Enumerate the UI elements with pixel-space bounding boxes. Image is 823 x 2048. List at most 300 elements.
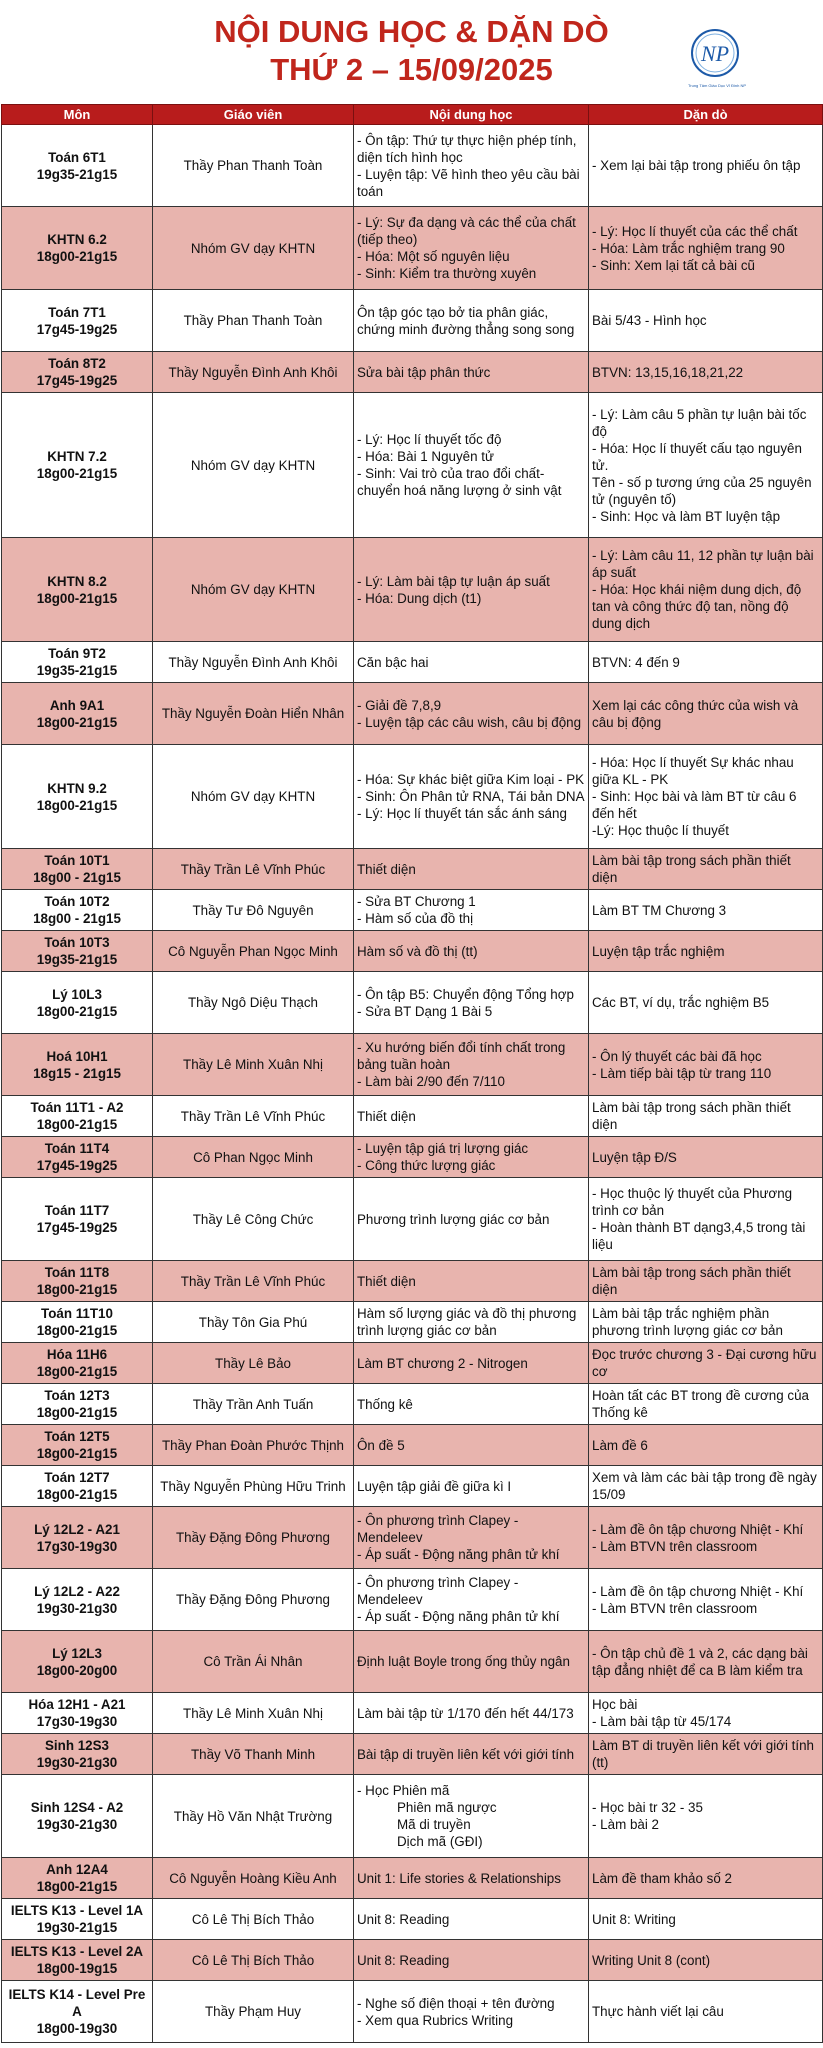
homework-cell — [589, 683, 823, 745]
subject-cell — [2, 1302, 153, 1343]
teacher-cell — [153, 1466, 354, 1507]
subject-cell-line: 18g00-21g15 — [36, 1405, 118, 1420]
content-cell-line: Unit 1: Life stories & Relationships — [357, 1870, 561, 1886]
homework-cell — [589, 1302, 823, 1343]
content-cell — [354, 1858, 589, 1899]
subject-cell-line: Toán 8T2 — [48, 356, 106, 371]
subject-cell-line: KHTN 8.2 — [47, 573, 107, 589]
homework-cell-line: Thực hành viết lại câu — [592, 2004, 724, 2019]
homework-cell-line: - Lý: Học lí thuyết của các thể chất — [592, 223, 798, 239]
subject-cell — [2, 931, 153, 972]
content-cell-line: - Luyện tập: Vẽ hình theo yêu cầu bài toán — [357, 166, 580, 199]
homework-cell-line: - Sinh: Học và làm BT luyện tập — [592, 508, 781, 524]
content-cell — [354, 1981, 589, 2043]
teacher-cell-line: Thầy Ngô Diệu Thạch — [187, 995, 318, 1010]
table-row — [2, 1261, 823, 1302]
col-header-teacher: Giáo viên — [153, 105, 354, 125]
table-row — [2, 290, 823, 352]
content-cell — [354, 1343, 589, 1384]
content-cell — [354, 1302, 589, 1343]
subject-cell-line: Toán 7T1 — [48, 304, 106, 320]
homework-cell — [589, 1775, 823, 1858]
table-row — [2, 1507, 823, 1569]
subject-cell-line: Toán 9T2 — [48, 646, 106, 661]
homework-cell-line: Làm bài tập trong sách phần thiết diện — [592, 853, 791, 885]
homework-cell-line: Luyện tập trắc nghiệm — [592, 943, 725, 959]
teacher-cell-line: Thầy Hồ Văn Nhật Trường — [173, 1808, 333, 1824]
content-cell-line: Thống kê — [357, 1396, 413, 1412]
table-row — [2, 1137, 823, 1178]
teacher-cell — [153, 207, 354, 290]
subject-cell — [2, 290, 153, 352]
content-cell-line: Luyện tập giải đề giữa kì I — [357, 1478, 512, 1494]
table-row — [2, 1466, 823, 1507]
subject-cell — [2, 1940, 153, 1981]
homework-cell-line: - Hóa: Học lí thuyết Sự khác nhau giữa KL - PK — [592, 755, 794, 787]
teacher-cell-line: Thầy Trần Lê Vĩnh Phúc — [180, 1108, 326, 1124]
content-cell — [354, 642, 589, 683]
subject-cell-line: 18g00-19g15 — [36, 1961, 118, 1976]
homework-cell — [589, 642, 823, 683]
teacher-cell — [153, 1034, 354, 1096]
content-cell — [354, 125, 589, 207]
homework-cell-line: BTVN: 4 đến 9 — [592, 654, 680, 670]
homework-cell-line: - Hóa: Học khái niệm dung dịch, độ tan và công thức độ tan, nồng độ dung dịch — [592, 582, 802, 631]
table-row — [2, 1343, 823, 1384]
content-cell-line: Ôn đề 5 — [357, 1437, 405, 1453]
teacher-cell-line: Thầy Lê Minh Xuân Nhị — [183, 1705, 323, 1721]
subject-cell — [2, 538, 153, 642]
subject-cell-line: 18g00-21g15 — [36, 1003, 118, 1019]
teacher-cell-line: Thầy Trần Lê Vĩnh Phúc — [180, 861, 326, 877]
content-cell-line: Bài tập di truyền liên kết với giới tính — [357, 1746, 575, 1762]
subject-cell-line: 17g45-19g25 — [36, 1220, 118, 1235]
subject-cell-line: Toán 12T5 — [44, 1429, 110, 1444]
teacher-cell — [153, 1775, 354, 1858]
subject-cell — [2, 1569, 153, 1631]
subject-cell-line: Anh 12A4 — [46, 1862, 108, 1877]
subject-cell — [2, 393, 153, 538]
teacher-cell — [153, 1858, 354, 1899]
homework-cell — [589, 931, 823, 972]
subject-cell-line: 17g45-19g25 — [36, 321, 118, 337]
homework-cell — [589, 1137, 823, 1178]
teacher-cell — [153, 125, 354, 207]
homework-cell-line: - Làm tiếp bài tập từ trang 110 — [592, 1065, 772, 1081]
homework-cell — [589, 1981, 823, 2043]
homework-cell — [589, 1384, 823, 1425]
table-row — [2, 849, 823, 890]
teacher-cell — [153, 1302, 354, 1343]
subject-cell-line: 19g30-21g30 — [36, 1600, 118, 1616]
content-cell-line: - Lý: Học lí thuyết tốc độ — [357, 432, 502, 447]
teacher-cell — [153, 352, 354, 393]
teacher-cell-line: Thầy Lê Bảo — [215, 1355, 291, 1371]
teacher-cell-line: Thầy Nguyễn Đình Anh Khôi — [168, 654, 338, 670]
page-header — [0, 0, 823, 104]
table-row — [2, 745, 823, 849]
subject-cell-line: IELTS K13 - Level 2A — [10, 1944, 144, 1959]
content-cell — [354, 1734, 589, 1775]
homework-cell-line: - Sinh: Xem lại tất cả bài cũ — [592, 257, 755, 273]
teacher-cell — [153, 1734, 354, 1775]
teacher-cell — [153, 1137, 354, 1178]
subject-cell-line: IELTS K13 - Level 1A — [10, 1903, 144, 1918]
content-cell-line: Mã di truyền — [397, 1817, 471, 1832]
subject-cell — [2, 1178, 153, 1261]
homework-cell-line: - Học bài tr 32 - 35 — [592, 1800, 703, 1815]
subject-cell-line: 17g45-19g25 — [36, 1158, 118, 1173]
col-header-content: Nội dung học — [354, 105, 589, 125]
teacher-cell-line: Thầy Tư Đô Nguyên — [192, 902, 314, 918]
content-cell — [354, 1384, 589, 1425]
subject-cell — [2, 1693, 153, 1734]
teacher-cell-line: Cô Trần Ái Nhân — [203, 1654, 303, 1669]
table-row — [2, 1302, 823, 1343]
table-header-row — [2, 105, 823, 125]
content-cell-line: Ôn tập góc tạo bở tia phân giác, chứng minh đường thẳng song song — [357, 304, 575, 337]
homework-cell-line: - Xem lại bài tập trong phiếu ôn tập — [592, 158, 801, 173]
content-cell-line: - Luyện tập giá trị lượng giác — [357, 1141, 529, 1156]
content-cell-line: - Hóa: Sự khác biệt giữa Kim loại - PK — [357, 772, 585, 787]
homework-cell-line: - Lý: Làm câu 5 phần tự luận bài tốc độ — [592, 406, 807, 439]
content-cell — [354, 849, 589, 890]
teacher-cell — [153, 1981, 354, 2043]
content-cell-line: - Luyện tập các câu wish, câu bị động — [357, 714, 582, 730]
table-row — [2, 1425, 823, 1466]
teacher-cell — [153, 1096, 354, 1137]
subject-cell — [2, 125, 153, 207]
table-row — [2, 1693, 823, 1734]
content-cell — [354, 352, 589, 393]
subject-cell-line: 17g30-19g30 — [36, 1538, 118, 1554]
teacher-cell-line: Nhóm GV dạy KHTN — [190, 582, 316, 597]
content-cell — [354, 1034, 589, 1096]
teacher-cell — [153, 849, 354, 890]
homework-cell-line: - Làm BTVN trên classroom — [592, 1538, 758, 1554]
content-cell-line: - Xem qua Rubrics Writing — [357, 2012, 514, 2028]
teacher-cell-line: Thầy Trần Anh Tuấn — [192, 1396, 314, 1412]
teacher-cell-line: Cô Lê Thị Bích Thảo — [191, 1952, 315, 1968]
logo-text: NP — [700, 41, 730, 66]
content-cell — [354, 972, 589, 1034]
homework-cell — [589, 1343, 823, 1384]
homework-cell-line: Bài 5/43 - Hình học — [592, 313, 707, 328]
table-row — [2, 393, 823, 538]
homework-cell — [589, 393, 823, 538]
table-row — [2, 931, 823, 972]
table-row — [2, 972, 823, 1034]
subject-cell-line: Toán 10T1 — [44, 853, 110, 868]
homework-cell-line: - Học thuộc lý thuyết của Phương trình cơ bản — [592, 1186, 793, 1218]
subject-cell-line: Hóa 11H6 — [46, 1347, 108, 1362]
subject-cell — [2, 1631, 153, 1693]
content-cell-line: - Lý: Sự đa dạng và các thể của chất (tiếp theo) — [357, 215, 576, 247]
homework-cell — [589, 1425, 823, 1466]
table-row — [2, 1384, 823, 1425]
content-cell-line: Làm bài tập từ 1/170 đến hết 44/173 — [357, 1705, 574, 1721]
subject-cell-line: 18g00-20g00 — [36, 1662, 118, 1678]
teacher-cell — [153, 1425, 354, 1466]
homework-cell-line: - Hóa: Học lí thuyết cấu tạo nguyên tử. — [592, 440, 802, 473]
subject-cell-line: 18g00 - 21g15 — [33, 870, 121, 885]
subject-cell — [2, 890, 153, 931]
subject-cell — [2, 642, 153, 683]
subject-cell-line: Toán 11T7 — [44, 1203, 110, 1218]
table-row — [2, 890, 823, 931]
subject-cell-line: 19g35-21g15 — [36, 663, 118, 678]
content-cell-line: - Học Phiên mã — [357, 1783, 450, 1798]
content-cell — [354, 1631, 589, 1693]
subject-cell-line: Toán 11T10 — [41, 1306, 113, 1321]
teacher-cell — [153, 1384, 354, 1425]
subject-cell — [2, 849, 153, 890]
subject-cell-line: 18g00-21g15 — [36, 797, 118, 813]
content-cell-line: Thiết diện — [357, 861, 416, 877]
subject-cell — [2, 1858, 153, 1899]
homework-cell-line: - Ôn lý thuyết các bài đã học — [592, 1048, 762, 1064]
subject-cell-line: 18g00-21g15 — [36, 590, 118, 606]
subject-cell-line: 18g00-21g15 — [36, 1364, 118, 1379]
subject-cell-line: 19g35-21g15 — [36, 952, 118, 967]
homework-cell-line: Writing Unit 8 (cont) — [592, 1952, 711, 1968]
homework-cell-line: - Làm đề ôn tập chương Nhiệt - Khí — [592, 1521, 804, 1537]
subject-cell-line: 19g30-21g30 — [36, 1817, 118, 1832]
teacher-cell-line: Cô Phan Ngọc Minh — [193, 1149, 313, 1165]
subject-cell-line: 18g15 - 21g15 — [33, 1065, 121, 1081]
subject-cell-line: Sinh 12S3 — [44, 1738, 109, 1753]
content-cell-line: - Lý: Học lí thuyết tán sắc ánh sáng — [357, 806, 567, 821]
subject-cell-line: 18g00-21g15 — [36, 1323, 118, 1338]
teacher-cell — [153, 683, 354, 745]
content-cell-line: - Ôn phương trình Clapey - Mendeleev — [357, 1575, 519, 1607]
teacher-cell — [153, 538, 354, 642]
homework-cell — [589, 972, 823, 1034]
teacher-cell — [153, 393, 354, 538]
teacher-cell — [153, 1569, 354, 1631]
homework-cell-line: Làm BT di truyền liên kết với giới tính (tt) — [592, 1738, 814, 1770]
subject-cell — [2, 1384, 153, 1425]
teacher-cell-line: Nhóm GV dạy KHTN — [190, 789, 316, 804]
homework-cell-line: - Làm bài 2 — [592, 1817, 659, 1832]
homework-cell — [589, 1261, 823, 1302]
content-cell-line: - Áp suất - Động năng phân tử khí — [357, 1547, 560, 1562]
teacher-cell — [153, 1507, 354, 1569]
teacher-cell-line: Thầy Phạm Huy — [204, 2004, 301, 2019]
content-cell-line: Căn bậc hai — [357, 654, 429, 670]
subject-cell-line: Lý 12L2 - A21 — [34, 1521, 120, 1537]
content-cell — [354, 1178, 589, 1261]
teacher-cell-line: Thầy Tôn Gia Phú — [198, 1314, 308, 1330]
subject-cell-line: Toán 11T4 — [44, 1141, 110, 1156]
content-cell — [354, 1425, 589, 1466]
content-cell — [354, 1569, 589, 1631]
homework-cell-line: Làm bài tập trắc nghiệm phần phương trình lượng giác cơ bản — [592, 1306, 783, 1338]
teacher-cell — [153, 642, 354, 683]
homework-cell — [589, 538, 823, 642]
homework-cell-line: BTVN: 13,15,16,18,21,22 — [592, 364, 744, 380]
teacher-cell — [153, 972, 354, 1034]
teacher-cell-line: Thầy Lê Công Chức — [192, 1211, 314, 1227]
teacher-cell-line: Thầy Phan Đoàn Phước Thịnh — [161, 1437, 344, 1453]
subject-cell-line: 18g00-19g30 — [36, 2021, 118, 2036]
subject-cell-line: KHTN 9.2 — [47, 780, 107, 796]
content-cell — [354, 1096, 589, 1137]
table-row — [2, 1940, 823, 1981]
subject-cell — [2, 1096, 153, 1137]
content-cell-line: - Xu hướng biến đổi tính chất trong bảng tuần hoàn — [357, 1040, 566, 1072]
homework-cell-line: Unit 8: Writing — [592, 1911, 676, 1927]
homework-cell — [589, 1569, 823, 1631]
teacher-cell-line: Thầy Nguyễn Đình Anh Khôi — [168, 364, 338, 380]
content-cell-line: Hàm số lượng giác và đồ thị phương trình lượng giác cơ bản — [357, 1306, 577, 1338]
homework-cell-line: Xem và làm các bài tập trong đề ngày 15/09 — [592, 1470, 817, 1502]
content-cell-line: - Sửa BT Chương 1 — [357, 894, 476, 909]
teacher-cell-line: Cô Lê Thị Bích Thảo — [191, 1911, 315, 1927]
subject-cell — [2, 745, 153, 849]
table-row — [2, 1569, 823, 1631]
teacher-cell — [153, 290, 354, 352]
teacher-cell-line: Thầy Đặng Đông Phương — [176, 1530, 330, 1545]
teacher-cell-line: Thầy Nguyễn Phùng Hữu Trinh — [160, 1478, 346, 1494]
content-cell-line: Phương trình lượng giác cơ bản — [357, 1211, 550, 1227]
schedule-body — [2, 125, 823, 2043]
homework-cell — [589, 1858, 823, 1899]
homework-cell — [589, 125, 823, 207]
content-cell — [354, 1899, 589, 1940]
subject-cell — [2, 1034, 153, 1096]
homework-cell-line: - Sinh: Học bài và làm BT từ câu 6 đến hết — [592, 789, 797, 821]
subject-cell-line: 18g00-21g15 — [36, 1117, 118, 1132]
subject-cell-line: 18g00-21g15 — [36, 714, 118, 730]
subject-cell-line: Toán 10T2 — [44, 894, 110, 909]
subject-cell-line: Hóa 12H1 - A21 — [28, 1697, 126, 1712]
content-cell-line: - Hóa: Bài 1 Nguyên tử — [357, 449, 494, 464]
content-cell — [354, 290, 589, 352]
homework-cell — [589, 1096, 823, 1137]
subject-cell-line: Hoá 10H1 — [46, 1048, 108, 1064]
homework-cell — [589, 1899, 823, 1940]
homework-cell — [589, 1507, 823, 1569]
teacher-cell — [153, 1693, 354, 1734]
homework-cell — [589, 290, 823, 352]
homework-cell-line: - Làm BTVN trên classroom — [592, 1600, 758, 1616]
teacher-cell-line: Cô Nguyễn Phan Ngọc Minh — [168, 943, 338, 959]
teacher-cell — [153, 1631, 354, 1693]
homework-cell — [589, 1631, 823, 1693]
table-row — [2, 1775, 823, 1858]
content-cell — [354, 393, 589, 538]
homework-cell-line: Hoàn tất các BT trong đề cương của Thống kê — [592, 1388, 809, 1420]
subject-cell — [2, 1734, 153, 1775]
homework-cell-line: Làm BT TM Chương 3 — [592, 902, 727, 918]
homework-cell — [589, 1034, 823, 1096]
teacher-cell-line: Thầy Phan Thanh Toàn — [183, 313, 323, 328]
content-cell — [354, 1507, 589, 1569]
content-cell-line: Phiên mã ngược — [397, 1800, 497, 1815]
content-cell-line: Unit 8: Reading — [357, 1911, 450, 1927]
subject-cell-line: 19g30-21g15 — [36, 1920, 118, 1935]
subject-cell — [2, 1507, 153, 1569]
homework-cell-line: Xem lại các công thức của wish và câu bị động — [592, 697, 799, 730]
table-row — [2, 352, 823, 393]
content-cell — [354, 1261, 589, 1302]
table-row — [2, 125, 823, 207]
content-cell-line: - Ôn phương trình Clapey - Mendeleev — [357, 1513, 519, 1545]
content-cell — [354, 745, 589, 849]
subject-cell — [2, 972, 153, 1034]
teacher-cell — [153, 890, 354, 931]
homework-cell — [589, 890, 823, 931]
homework-cell-line: Làm đề 6 — [592, 1437, 648, 1453]
subject-cell — [2, 1981, 153, 2043]
table-row — [2, 1096, 823, 1137]
content-cell-line: - Áp suất - Động năng phân tử khí — [357, 1609, 560, 1624]
table-row — [2, 1034, 823, 1096]
content-cell — [354, 1693, 589, 1734]
homework-cell-line: Làm đề tham khảo số 2 — [592, 1870, 732, 1886]
content-cell-line: Làm BT chương 2 - Nitrogen — [357, 1355, 528, 1371]
homework-cell — [589, 1940, 823, 1981]
content-cell-line: Thiết diện — [357, 1273, 416, 1289]
homework-cell-line: Tên - số p tương ứng của 25 nguyên tử (nguyên tố) — [592, 474, 812, 507]
homework-cell — [589, 1734, 823, 1775]
content-cell-line: Unit 8: Reading — [357, 1952, 450, 1968]
teacher-cell-line: Thầy Lê Minh Xuân Nhị — [183, 1057, 323, 1072]
homework-cell-line: - Hoàn thành BT dạng3,4,5 trong tài liệu — [592, 1220, 806, 1252]
teacher-cell — [153, 1343, 354, 1384]
teacher-cell-line: Cô Nguyễn Hoàng Kiều Anh — [169, 1870, 337, 1886]
subject-cell-line: Toán 12T7 — [44, 1470, 110, 1485]
subject-cell — [2, 1466, 153, 1507]
homework-cell — [589, 1693, 823, 1734]
teacher-cell — [153, 1261, 354, 1302]
subject-cell — [2, 207, 153, 290]
content-cell — [354, 683, 589, 745]
content-cell — [354, 890, 589, 931]
teacher-cell-line: Thầy Nguyễn Đoàn Hiển Nhân — [161, 706, 345, 721]
homework-cell — [589, 745, 823, 849]
table-row — [2, 1734, 823, 1775]
page-date: THỨ 2 – 15/09/2025 — [270, 52, 553, 87]
subject-cell-line: IELTS K14 - Level Pre A — [8, 1987, 146, 2019]
subject-cell — [2, 1343, 153, 1384]
content-cell-line: - Sinh: Ôn Phân tử RNA, Tái bản DNA — [357, 789, 585, 804]
content-cell-line: - Công thức lượng giác — [357, 1158, 496, 1173]
content-cell-line: Sửa bài tập phân thức — [357, 364, 491, 380]
subject-cell-line: 18g00-21g15 — [36, 466, 118, 481]
teacher-cell-line: Thầy Phan Thanh Toàn — [183, 158, 323, 173]
table-row — [2, 1899, 823, 1940]
teacher-cell — [153, 1940, 354, 1981]
subject-cell-line: 19g30-21g30 — [36, 1755, 118, 1770]
subject-cell-line: 17g30-19g30 — [36, 1714, 118, 1729]
content-cell-line: Dịch mã (GĐI) — [397, 1834, 483, 1849]
content-cell-line: Hàm số và đồ thị (tt) — [357, 943, 478, 959]
teacher-cell — [153, 931, 354, 972]
content-cell — [354, 1466, 589, 1507]
subject-cell-line: 18g00-21g15 — [36, 1446, 118, 1461]
homework-cell-line: - Làm đề ôn tập chương Nhiệt - Khí — [592, 1583, 804, 1599]
teacher-cell-line: Thầy Võ Thanh Minh — [190, 1746, 316, 1762]
table-row — [2, 683, 823, 745]
subject-cell-line: Toán 11T8 — [44, 1265, 110, 1280]
teacher-cell — [153, 745, 354, 849]
subject-cell — [2, 352, 153, 393]
homework-cell-line: Luyện tập Đ/S — [592, 1149, 677, 1165]
subject-cell-line: Sinh 12S4 - A2 — [30, 1800, 124, 1815]
subject-cell — [2, 1899, 153, 1940]
